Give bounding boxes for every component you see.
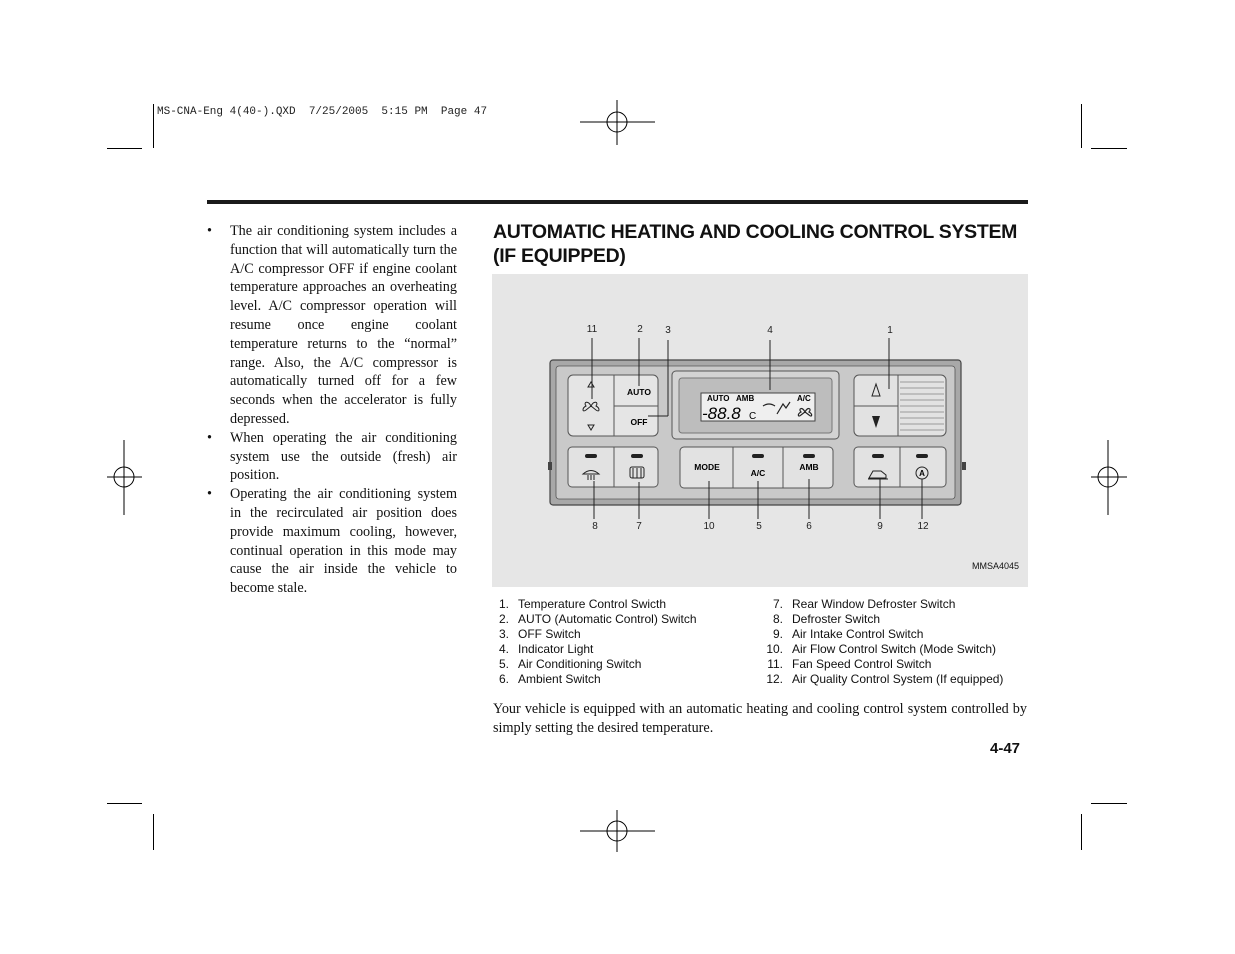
page-number: 4-47: [990, 740, 1021, 757]
figure-code: MMSA4045: [971, 561, 1019, 571]
legend-left: [487, 597, 697, 687]
legend-item: 10. Air Flow Control Switch (Mode Switch): [766, 642, 997, 656]
legend-item: 11. Fan Speed Control Switch: [767, 657, 932, 671]
display-amb: AMB: [736, 394, 755, 403]
callout-6: 6: [806, 521, 812, 532]
callout-12: 12: [917, 521, 929, 532]
amb-button: AMB: [799, 462, 819, 472]
display-temp: -88.8: [702, 404, 741, 423]
body-paragraph: Your vehicle is equipped with an automatic heating and cooling control system controlled by simply setting the desired temperature.: [493, 701, 1027, 736]
control-panel-figure: [492, 274, 1028, 587]
legend-item: 12. Air Quality Control System (If equipped): [766, 672, 1004, 686]
off-button: OFF: [630, 417, 648, 427]
legend-item: 1. Temperature Control Swicth: [498, 597, 667, 611]
legend-item: 3. OFF Switch: [498, 627, 581, 641]
legend-item: 2. AUTO (Automatic Control) Switch: [498, 612, 697, 626]
callout-2: 2: [637, 324, 643, 335]
legend-item: 6. Ambient Switch: [498, 672, 601, 686]
mode-button: MODE: [694, 462, 720, 472]
auto-button: AUTO: [627, 387, 651, 397]
legend-item: 8. Defroster Switch: [772, 612, 881, 626]
air-quality-label: A: [919, 469, 925, 478]
callout-9: 9: [877, 521, 883, 532]
bullet-list: [205, 222, 457, 598]
control-panel-diagram: [492, 274, 1028, 587]
callout-10: 10: [703, 521, 715, 532]
legend-item: 9. Air Intake Control Switch: [772, 627, 924, 641]
section-title: AUTOMATIC HEATING AND COOLING CONTROL SYSTEM (IF EQUIPPED): [493, 221, 1018, 267]
bullet-item: • When operating the air conditioning system use the outside (fresh) air position.: [207, 429, 457, 484]
callout-11: 11: [586, 324, 598, 335]
legend-item: 7. Rear Window Defroster Switch: [772, 597, 956, 611]
print-header: MS-CNA-Eng 4(40-).QXD 7/25/2005 5:15 PM Page 47: [157, 106, 488, 118]
bullet-item: • Operating the air conditioning system in the recirculated air position does provide maximum cooling, however, continual operation in this mode may cause the air inside the vehicle to become stale.: [207, 486, 457, 597]
legend-item: 5. Air Conditioning Switch: [498, 657, 642, 671]
callout-8: 8: [592, 521, 598, 532]
bullet-item: • The air conditioning system includes a function that will automatically turn the A/C compressor OFF if engine coolant temperature approaches an overheating level. A/C compressor operation will resume once engine coolant temperature returns to the “normal” range. Also, the A/C compressor is automatically turned off for a few seconds when the accelerator is fully depressed.: [207, 223, 457, 427]
top-rule: [207, 200, 1028, 204]
callout-5: 5: [756, 521, 762, 532]
callout-4: 4: [767, 325, 773, 336]
ac-button: A/C: [750, 468, 766, 478]
callout-7: 7: [636, 521, 642, 532]
display-ac: A/C: [797, 394, 811, 403]
legend-item: 4. Indicator Light: [498, 642, 594, 656]
legend-right: [761, 597, 1003, 687]
callout-3: 3: [665, 325, 671, 336]
display-auto: AUTO: [707, 394, 730, 403]
display-unit: C: [749, 411, 757, 422]
callout-1: 1: [887, 325, 893, 336]
